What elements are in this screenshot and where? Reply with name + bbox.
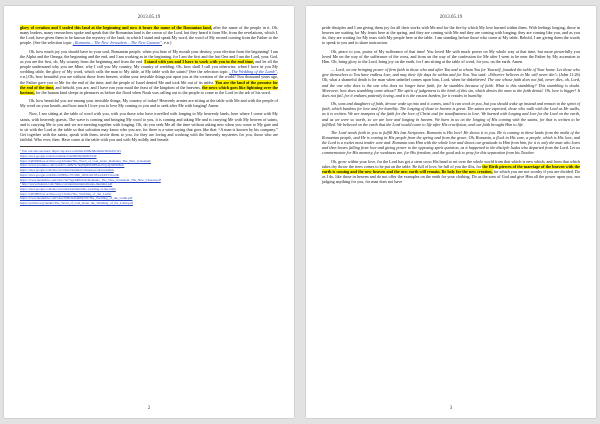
left-paragraph-4: Now, I am sitting at the table of word with you, with you those who have travelled with longing to My heavenly lands, here where I come with My saints, with heavenly guests. The wave is coming and bringing My word to you, it is coming and taking Me and is carrying Me with My heaven of saints, and is carrying Me to you and we are meeting together with longing. Oh, do you seek Me all the time without asking new when you come to My gate and to sit with the Lord at the table so that salvation may know who you are, for there is a wine saying that goes like that: “A man is known by his company.” Get together with the saints, speak with them, invite them to you, for they are loving and working with the heavenly mysteries for you, those who are faithful. Who ever, then. Have come at the table with you and with My mildly and female (20, 111, 278, 143)
footnote-line[interactable]: https://www.mediafire.com/view/9r8e3n2ldm8p7z0/The_Wedding_of_the_Lamb.pdf (20, 196, 133, 201)
left-paragraph-2: Oh, how much joy you should have in your soul, Romanian people, when you hear of My mouth your destiny, your election from the beginning! I am the Alpha and the Omega, the beginning and the end, and I am working as in the beginning, for I am the first and the last One and I am the Lord, your God, as you are the first, oh, My country from the beginning and from the end. I stand with you and I have to work with you in the end time, and let all the people understand why you are Mine, why I call you My country, My country of wedding. Oh, how shall I call you otherwise, when I have in you My wedding table, the glory of My word, which calls the man to My table, at My table with the saints? (See the selection topic „The Wedding of the Lamb”, e.n.) Oh, how beautiful you are without those from heaven, within your invisible things put upon you at the creation of the world! Two thousand years ago, the Father gave you to Me for the end of the time, and the people of Israel denied Me and took Me out of its midst. You are the land of the promise for the end of the time, and behold, you are, and I have run your maid the feast of the kingdom of the heavens, the news which goes like lightning over the horizon, for the human kind sleeps in pleasures as before the flood when Noah was calling out to the people to come to the Lord in the ark of his word. (20, 48, 278, 95)
footnote-line[interactable]: https://sites.google.com/site/cuvantuldomnului/the-wedding-of-the-lamb (20, 186, 116, 191)
left-paragraph-1: glory of creation and I sealed this land at the beginning and now it bears the name of the Romanian land, after the name of the people in it. Oh, many leaders, many researchers spoke and speak that the Romanian land is the crown of the Lord, but they heard it from Me, from the revelations, which I, the Lord, have given them to be known the mystery of the land, in which I stand and speak My word, the word of My second coming from the Father to the people. (See the selection topic „Romania – The New Jerusalem – The New Canaan”, e.n.) (20, 25, 278, 46)
highlight: the Birth pierces of the marriage of the heaven with the earth is coming and the new heaven and the new earth will remain. Be holy for the new creation, (322, 163, 581, 174)
footnote-line[interactable]: https://ia600803.us.archive.org/1/items/The_Wedding_of_the_Lamb/ (20, 191, 112, 196)
right-paragraph-6: Oh, grow within your love, for the Lord has got a stern cross His hand to set over the whole world from that which is new which, and from that which takes dry throw the trees comes to be put on the table. Be full of love, be full of you the illis, for the Birth pierces of the marriage of the heaven with the earth is coming and the new heaven and the new earth will remain. Be holy for the new creation, for which you are not worthy if you are divided. Do as I do, like those in heaven and do not offer the examples on the earth for your clothing. Do as the sons of God and give Him all the power upon you, nor judging anything for you, for man does not have (322, 158, 581, 185)
right-page-header: 2013.05.19 (439, 15, 463, 20)
footnote-line[interactable]: https://docs.google.com/document/d/lieMfiz9pmt6DJ/edit (20, 153, 97, 158)
right-paragraph-3: — Lord, we are bringing power of firm faith in those who and after You and to whom You for Yourself, founded the table of Your home. Let those who give themselves to You have endless love, and may their life days be within and for You. You said: «Whoever believes in Me will never die!» (John 11:26) Oh, what a shameful death is for man when unbelief comes upon him, Lord, when he disbelieves! The one whose faith does not fail, never dies, oh, Lord, and the one who does is the one who does no longer have faith, for he stumbles because of faith. What is this stumbling? This stumbling is doubt. Moreover, how does stumbling come about? The spirit of judgement is the birth of this sin, which denies the man to the faith denial. Oh, love is bigger! It does not fail, for it endures patiently loving, and it is the easiest burden, for it resides in humility. (322, 67, 580, 98)
footnote-line[interactable]: https://www.youtube.com/watch?v=mBcYc3lqHgRf8d0Fhm1WjyQ2mHZ8oU (20, 163, 125, 168)
wedding-topic-link[interactable]: „The Wedding of the Lamb” (229, 69, 277, 75)
right-paragraph-4: Oh, sons and daughters of faith, devour wake up into and it comes, until it can work in you, but you should wake up instead and remain in the spirit of faith, which burdens for love and for humility. The longing of those in heaven is great. The saints are expected, those who walk with the Lord as He walks, as it is written. We are trumpets of the faith for the love of Christ and for steadfastness to love. We burned with longing and love for the Lord on the earth, and as we were so worth, so we are love and longing in heaven. We burn in us on the longing of His coming with the saints, for that is written to be fulfilled. We believed on the earth that the Lord would come to life after His crucifixion, and our faith brought Him to life. (322, 101, 580, 127)
footnote-line[interactable]: https://ia600406.us.archive.org/4/items/The_Word_of_God_about_Romania_The_New_Jerusalem/ (20, 158, 152, 163)
selection-topic-link[interactable]: „Romania – The New Jerusalem – The New Canaan” (72, 40, 162, 46)
footnote-line[interactable]: https://www.mediafire.com/view/3sf7lgq4tkfbmob/Romania_The_New_Jerusalem_The_New_Canaan.pdf (20, 177, 161, 182)
right-page (306, 6, 596, 418)
right-paragraph-5: The Lord needs faith in you to fulfill His last Scriptures. Romania is His love! He shows it to you. He is coming in these lands from the midst of the Romanian people, and He is coming in His people from the spring and from the grace. Oh, Romania, a flock in His care, a people, which is His love, and the Lord is a rocket most tender care and. Romania was Him with the whole love and shows our gratitude to Him from him, for it is only the man who loves and then leaves falling from love and giving power to the opposing spirit question, as it happened to the disciple Judas who departed from the Lord. Let us commemorate for His memory, for weakness are, for His freedom, and the good ask to pray for this separation from his Teacher. (322, 129, 580, 156)
highlight: the news which goes like lightning over the horizon, (20, 84, 278, 95)
footnote-line[interactable]: https://sites.google.com/site/cuvantuldomnului/romania-noul-ierusalim (20, 168, 114, 173)
left-page-body (20, 25, 278, 206)
footnote-divider (20, 146, 90, 147)
right-page-number: 3 (449, 406, 453, 411)
right-page-body (322, 25, 580, 187)
right-paragraph-2: Oh, peace to you, praise of My sufferance of that time! You loved Me with much power on My whole way at that time, but more powerfully you loved Me on the way of the sufferance of the cross, and from on the way of the confession for Me after I went to be near the Father by My ascension to Him. Oh, bring glory to the Lord, bring joy on the earth, for I am sitting at the table of word, for you, on the earth. Amen. (322, 48, 580, 64)
highlight: You are the land of the promise for the end of the time, (20, 79, 278, 90)
right-paragraph-1: pride disciples and I am giving them joy for all their works with Me and for the fire by which My love burned within them. With feelings longing, those in heaven are waiting for My feasts here at the spring, and they are coming with Me and they are coming with longing; they are coming like you, and as you do, they are waiting for My tears with My people here at the table. I am standing before those who come at My table. Behold, I am giving them the words to speak to you and to share instruction. (322, 25, 580, 46)
highlight: glory of creation and I sealed this land at the beginning and now it bears the name of the Romanian land, (20, 25, 212, 30)
left-page-number: 2 (147, 406, 151, 411)
highlight: I stand with you and I have to work with you in the end time, (144, 58, 254, 64)
footnote-line[interactable]: https://archive.org/details/The_Word_of_God_about_the_Wedding_of_the_Lamb.pdf (20, 201, 133, 206)
footnote-line[interactable]: ¹ You can also see here: https://up.docs.com/dtk/22b8ef9b49a9a/0d3a45c5a5 (20, 149, 121, 154)
footnote-line[interactable]: https://docs.google.com/file/d/0B8w1YUvRk_tdN2oDc3EwaXhTVGs/edit (20, 172, 120, 177)
left-page-header: 2013.05.19 (137, 15, 161, 20)
footnote-line[interactable]: ² http://www.fisierul.com/?link=cuvantuldomnului/nunta-mielului.pdf (20, 182, 113, 187)
left-paragraph-3: Oh, how beautiful you are among your invisible things, My country of today! Heavenly armies are sitting at the table with Me and with the people of My word on your hearth, and how much I love you to love My coming to you and to seek after Me with longing! Amen. (20, 98, 278, 109)
left-page (4, 6, 294, 418)
footnotes (20, 149, 278, 205)
